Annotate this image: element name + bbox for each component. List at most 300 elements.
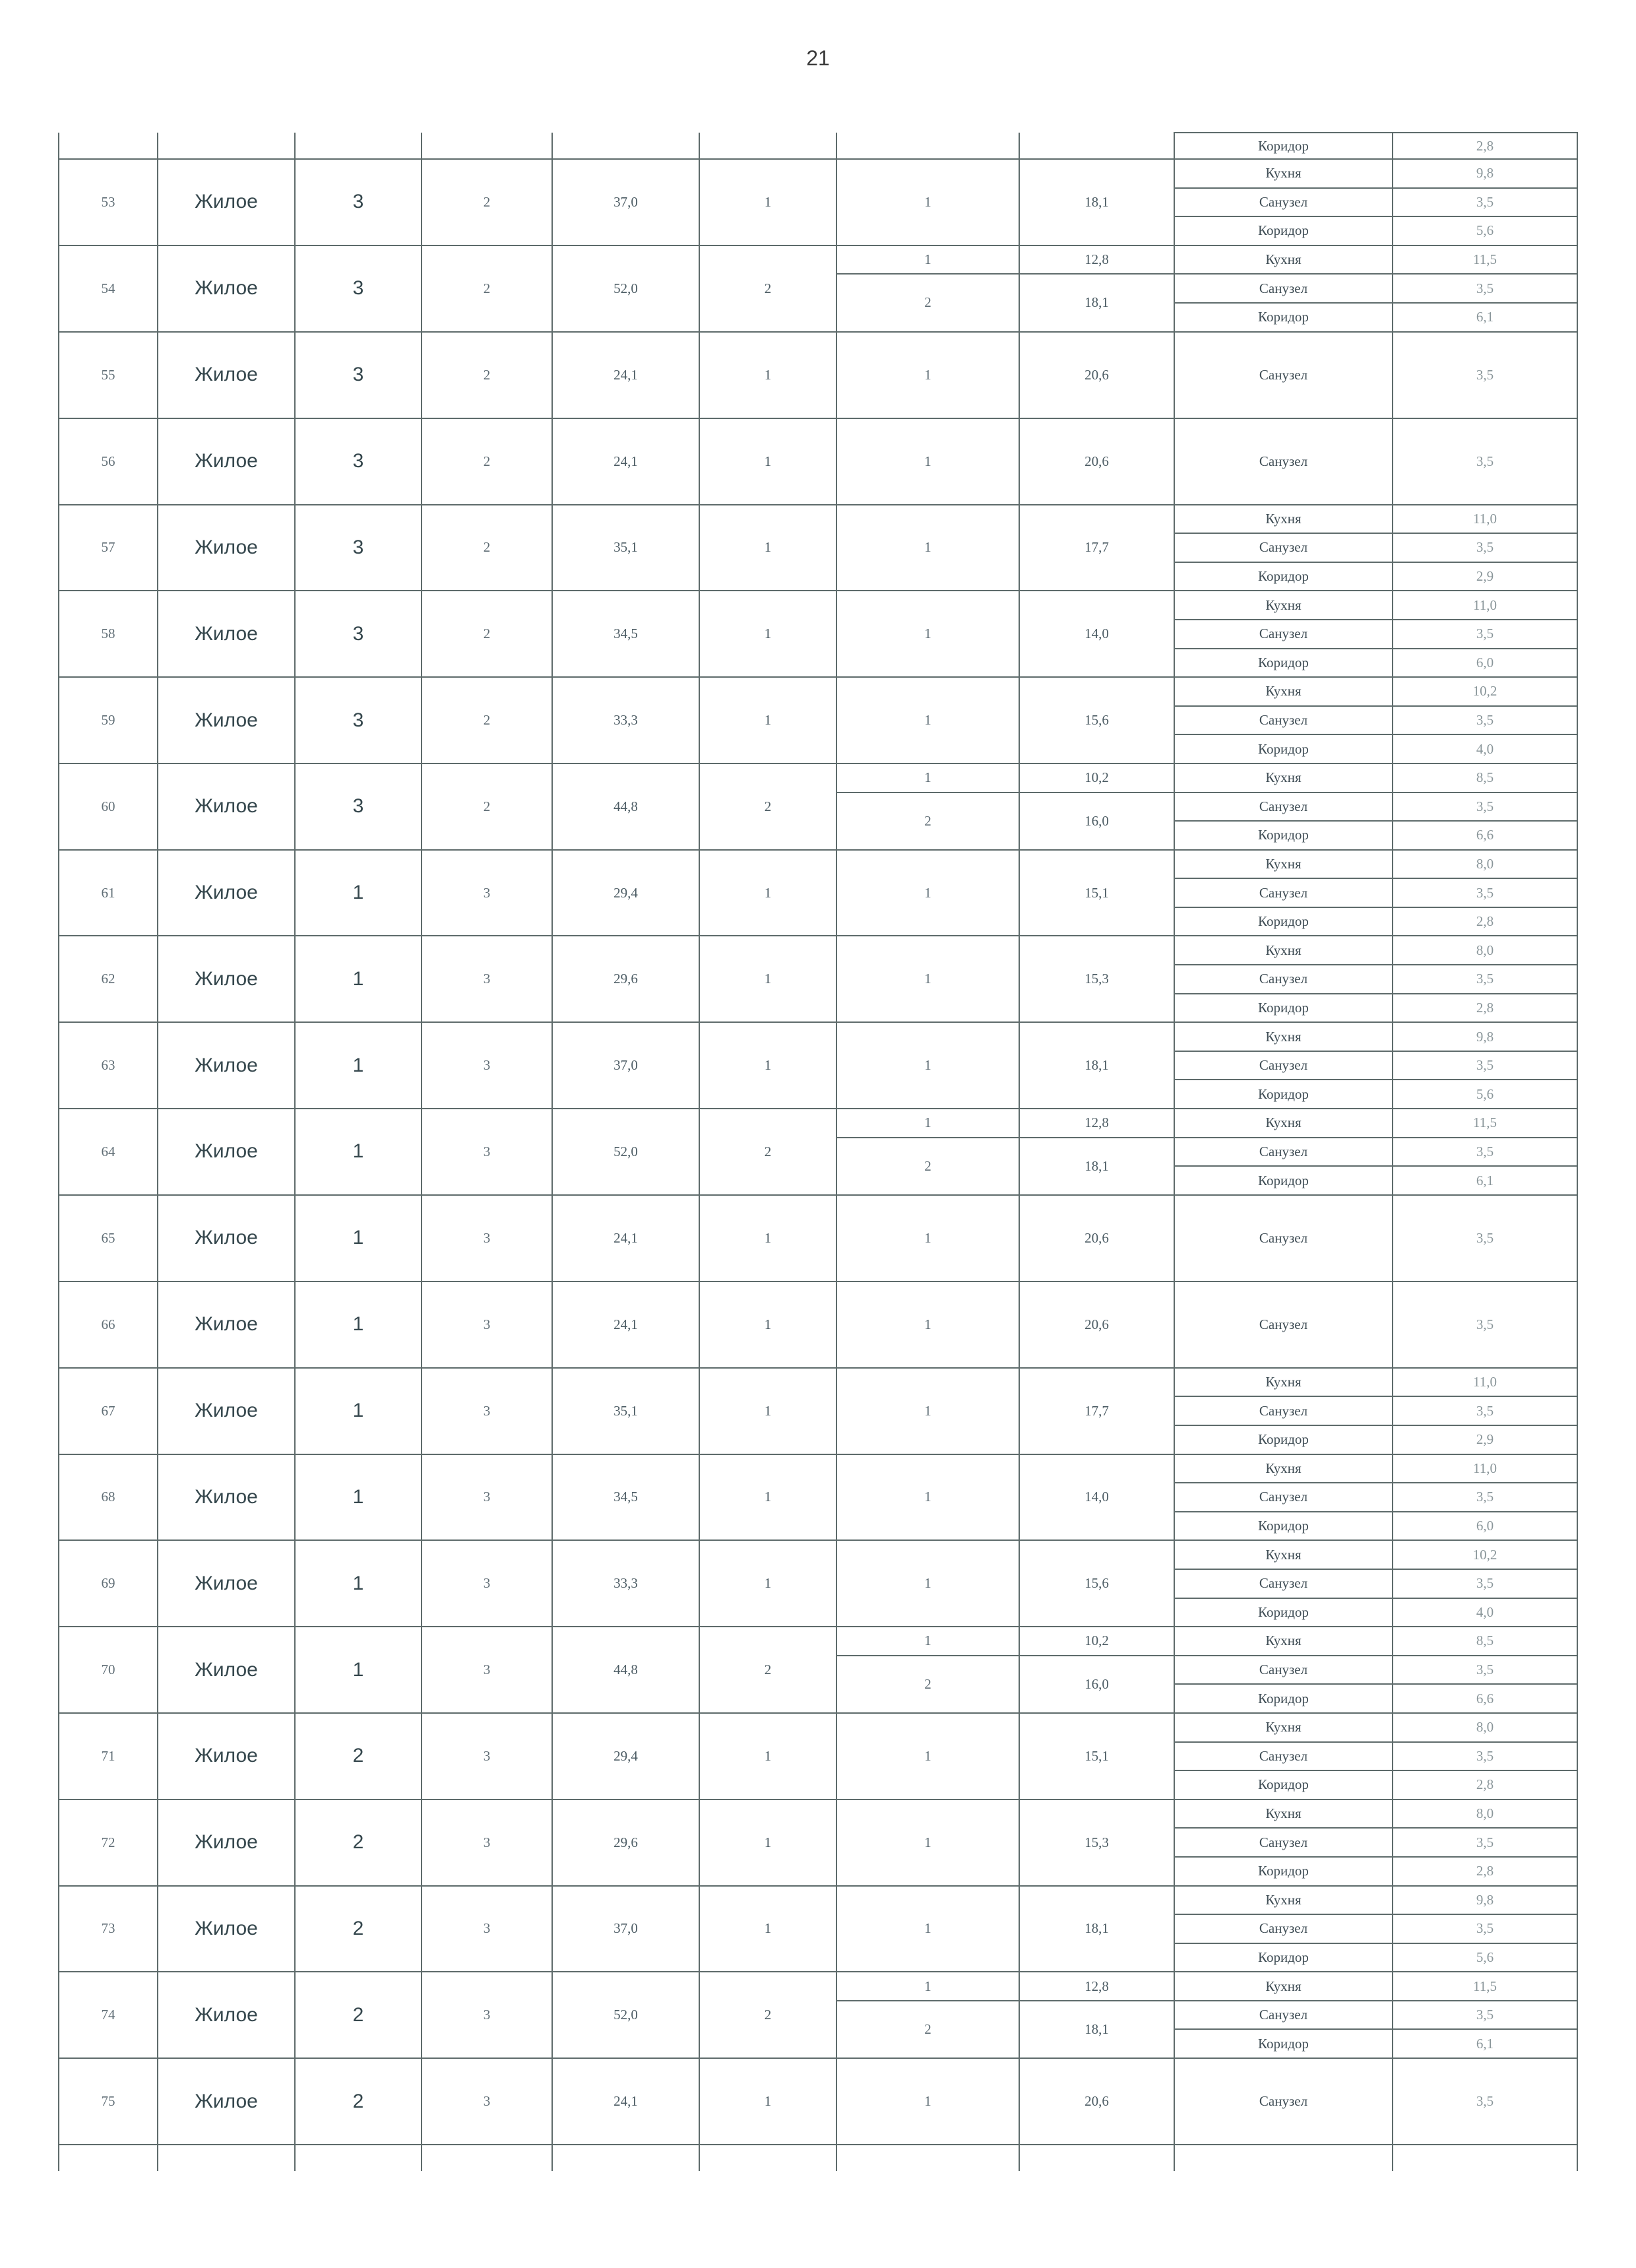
living-room-number: 1: [836, 1195, 1019, 1281]
living-room-area: 18,1: [1019, 1138, 1174, 1195]
aux-room-area: 2,9: [1393, 1425, 1577, 1454]
floor-number: 2: [422, 677, 552, 763]
floor-number: 2: [422, 591, 552, 677]
aux-room-area: 6,6: [1393, 821, 1577, 850]
section-number: 2: [295, 1799, 422, 1886]
cell-empty: [552, 133, 699, 159]
aux-room-name: Кухня: [1174, 1109, 1393, 1138]
cell-empty: [699, 2145, 836, 2171]
section-number: 2: [295, 1713, 422, 1799]
aux-room-name: Коридор: [1174, 1166, 1393, 1195]
living-room-number: 1: [836, 2058, 1019, 2145]
living-room-number: 1: [836, 1972, 1019, 2001]
total-area: 34,5: [552, 1454, 699, 1541]
aux-room-name: Санузел: [1174, 274, 1393, 303]
aux-room-area: 3,5: [1393, 1051, 1577, 1080]
living-room-area: 15,6: [1019, 1540, 1174, 1627]
living-room-area: 18,1: [1019, 159, 1174, 245]
aux-room-area: 3,5: [1393, 2058, 1577, 2145]
apartment-number: 54: [59, 245, 158, 332]
rooms-count: 1: [699, 1195, 836, 1281]
aux-room-area: 11,0: [1393, 591, 1577, 620]
living-room-area: 17,7: [1019, 505, 1174, 591]
aux-room-area: 3,5: [1393, 1483, 1577, 1512]
aux-room-name: Коридор: [1174, 303, 1393, 332]
living-room-area: 15,6: [1019, 677, 1174, 763]
premises-type: Жилое: [158, 850, 295, 936]
aux-room-name: Санузел: [1174, 533, 1393, 562]
aux-room-name: Коридор: [1174, 994, 1393, 1023]
premises-type: Жилое: [158, 1368, 295, 1454]
rooms-count: 1: [699, 1281, 836, 1368]
apartment-number: 67: [59, 1368, 158, 1454]
aux-room-name: Санузел: [1174, 2058, 1393, 2145]
living-room-area: 12,8: [1019, 1972, 1174, 2001]
apartment-row: [59, 1886, 1577, 1915]
aux-room-area: 10,2: [1393, 677, 1577, 706]
total-area: 52,0: [552, 245, 699, 332]
section-number: 1: [295, 1454, 422, 1541]
aux-room-name: Коридор: [1174, 1425, 1393, 1454]
floor-number: 3: [422, 936, 552, 1022]
cell-empty: [1019, 2145, 1174, 2171]
aux-room-area: 3,5: [1393, 878, 1577, 907]
cell-empty: [836, 2145, 1019, 2171]
rooms-count: 1: [699, 1713, 836, 1799]
aux-room-name: Коридор: [1174, 1598, 1393, 1627]
rooms-count: 1: [699, 1886, 836, 1972]
aux-room-area: 3,5: [1393, 1138, 1577, 1167]
aux-room-name: Кухня: [1174, 245, 1393, 275]
aux-room-name: Коридор: [1174, 216, 1393, 245]
section-number: 1: [295, 850, 422, 936]
aux-room-name: Кухня: [1174, 1627, 1393, 1656]
aux-room-name: Санузел: [1174, 878, 1393, 907]
living-room-area: 15,1: [1019, 1713, 1174, 1799]
apartment-row: [59, 1454, 1577, 1483]
rooms-count: 2: [699, 1627, 836, 1713]
rooms-count: 2: [699, 1109, 836, 1195]
section-number: 3: [295, 591, 422, 677]
floor-number: 3: [422, 2058, 552, 2145]
premises-type: Жилое: [158, 245, 295, 332]
aux-room-name: Санузел: [1174, 418, 1393, 505]
aux-room-area: 3,5: [1393, 418, 1577, 505]
apartment-number: 59: [59, 677, 158, 763]
aux-room-name: Кухня: [1174, 1972, 1393, 2001]
living-room-area: 18,1: [1019, 1886, 1174, 1972]
aux-room-name: Кухня: [1174, 763, 1393, 793]
aux-room-area: 3,5: [1393, 706, 1577, 735]
aux-room-name: Коридор: [1174, 907, 1393, 936]
aux-room-area: 8,5: [1393, 763, 1577, 793]
cell-empty: [1019, 133, 1174, 159]
total-area: 37,0: [552, 1886, 699, 1972]
apartment-row: [59, 245, 1577, 275]
aux-room-name: Санузел: [1174, 1138, 1393, 1167]
floor-number: 3: [422, 1109, 552, 1195]
apartment-row: [59, 1799, 1577, 1829]
apartment-number: 70: [59, 1627, 158, 1713]
cell-empty: [836, 133, 1019, 159]
living-room-number: 1: [836, 1713, 1019, 1799]
aux-room-area: 6,1: [1393, 303, 1577, 332]
premises-type: Жилое: [158, 418, 295, 505]
cell-empty: [59, 133, 158, 159]
total-area: 35,1: [552, 1368, 699, 1454]
apartment-number: 63: [59, 1022, 158, 1109]
living-room-number: 1: [836, 1454, 1019, 1541]
aux-room-area: 2,8: [1393, 994, 1577, 1023]
living-room-area: 10,2: [1019, 763, 1174, 793]
aux-room-area: 2,8: [1393, 133, 1577, 159]
section-number: 3: [295, 332, 422, 418]
premises-type: Жилое: [158, 505, 295, 591]
living-room-area: 20,6: [1019, 418, 1174, 505]
aux-room-name: Санузел: [1174, 1281, 1393, 1368]
aux-room-name: Кухня: [1174, 1540, 1393, 1569]
premises-type: Жилое: [158, 1281, 295, 1368]
aux-room-area: 3,5: [1393, 965, 1577, 994]
living-room-area: 12,8: [1019, 245, 1174, 275]
aux-room-area: 6,1: [1393, 1166, 1577, 1195]
aux-room-area: 3,5: [1393, 1396, 1577, 1425]
cell-empty: [1174, 2145, 1393, 2171]
total-area: 24,1: [552, 2058, 699, 2145]
total-area: 24,1: [552, 332, 699, 418]
apartment-row: [59, 936, 1577, 965]
aux-room-area: 8,0: [1393, 1799, 1577, 1829]
living-room-number: 1: [836, 591, 1019, 677]
apartment-number: 56: [59, 418, 158, 505]
aux-room-area: 11,5: [1393, 245, 1577, 275]
floor-number: 2: [422, 245, 552, 332]
aux-room-name: Коридор: [1174, 821, 1393, 850]
premises-type: Жилое: [158, 1540, 295, 1627]
aux-room-name: Кухня: [1174, 1368, 1393, 1397]
aux-room-name: Санузел: [1174, 793, 1393, 822]
rooms-count: 1: [699, 850, 836, 936]
rooms-count: 1: [699, 1540, 836, 1627]
aux-room-area: 4,0: [1393, 734, 1577, 763]
section-number: 1: [295, 936, 422, 1022]
apartment-row: [59, 1972, 1577, 2001]
aux-room-area: 2,8: [1393, 1857, 1577, 1886]
floor-number: 3: [422, 1540, 552, 1627]
rooms-count: 1: [699, 936, 836, 1022]
cell-empty: [158, 2145, 295, 2171]
living-room-area: 20,6: [1019, 1281, 1174, 1368]
aux-room-name: Коридор: [1174, 1943, 1393, 1972]
aux-room-area: 6,6: [1393, 1684, 1577, 1713]
living-room-area: 15,1: [1019, 850, 1174, 936]
continuation-row: [59, 2145, 1577, 2171]
page-number: 21: [806, 46, 830, 70]
premises-type: Жилое: [158, 1713, 295, 1799]
floor-number: 3: [422, 1886, 552, 1972]
apartment-number: 55: [59, 332, 158, 418]
apartment-number: 72: [59, 1799, 158, 1886]
floor-number: 3: [422, 1281, 552, 1368]
floor-number: 3: [422, 1627, 552, 1713]
living-room-number: 1: [836, 1627, 1019, 1656]
rooms-count: 1: [699, 418, 836, 505]
cell-empty: [158, 133, 295, 159]
premises-type: Жилое: [158, 677, 295, 763]
apartment-row: [59, 1281, 1577, 1368]
total-area: 29,6: [552, 1799, 699, 1886]
section-number: 1: [295, 1281, 422, 1368]
apartment-row: [59, 1713, 1577, 1742]
living-room-number: 1: [836, 850, 1019, 936]
section-number: 1: [295, 1627, 422, 1713]
apartment-number: 74: [59, 1972, 158, 2058]
aux-room-area: 10,2: [1393, 1540, 1577, 1569]
section-number: 2: [295, 1972, 422, 2058]
living-room-area: 18,1: [1019, 1022, 1174, 1109]
total-area: 52,0: [552, 1109, 699, 1195]
living-room-number: 1: [836, 1540, 1019, 1627]
section-number: 1: [295, 1195, 422, 1281]
rooms-count: 1: [699, 332, 836, 418]
living-room-area: 12,8: [1019, 1109, 1174, 1138]
aux-room-name: Кухня: [1174, 1886, 1393, 1915]
living-room-number: 1: [836, 936, 1019, 1022]
cell-empty: [295, 133, 422, 159]
apartment-row: [59, 2058, 1577, 2145]
living-room-area: 20,6: [1019, 2058, 1174, 2145]
floor-number: 2: [422, 418, 552, 505]
rooms-count: 1: [699, 1368, 836, 1454]
aux-room-name: Кухня: [1174, 936, 1393, 965]
cell-empty: [552, 2145, 699, 2171]
aux-room-area: 3,5: [1393, 1914, 1577, 1943]
rooms-count: 1: [699, 1022, 836, 1109]
rooms-count: 1: [699, 591, 836, 677]
aux-room-area: 2,9: [1393, 562, 1577, 591]
floor-number: 2: [422, 505, 552, 591]
aux-room-name: Санузел: [1174, 1483, 1393, 1512]
aux-room-area: 3,5: [1393, 2001, 1577, 2030]
apartment-number: 68: [59, 1454, 158, 1541]
aux-room-area: 9,8: [1393, 1022, 1577, 1051]
living-room-number: 2: [836, 2001, 1019, 2058]
total-area: 44,8: [552, 1627, 699, 1713]
premises-type: Жилое: [158, 1022, 295, 1109]
aux-room-area: 3,5: [1393, 620, 1577, 649]
living-room-number: 1: [836, 505, 1019, 591]
aux-room-area: 6,1: [1393, 2029, 1577, 2058]
section-number: 3: [295, 677, 422, 763]
section-number: 2: [295, 1886, 422, 1972]
living-room-number: 1: [836, 677, 1019, 763]
rooms-count: 1: [699, 1454, 836, 1541]
aux-room-area: 5,6: [1393, 1080, 1577, 1109]
living-room-area: 18,1: [1019, 2001, 1174, 2058]
aux-room-area: 11,0: [1393, 1368, 1577, 1397]
aux-room-name: Кухня: [1174, 1799, 1393, 1829]
cell-empty: [422, 133, 552, 159]
apartment-number: 65: [59, 1195, 158, 1281]
premises-type: Жилое: [158, 763, 295, 850]
aux-room-area: 11,5: [1393, 1972, 1577, 2001]
living-room-area: 16,0: [1019, 793, 1174, 850]
aux-room-name: Санузел: [1174, 1051, 1393, 1080]
living-room-area: 15,3: [1019, 1799, 1174, 1886]
living-room-area: 18,1: [1019, 274, 1174, 331]
apartment-row: [59, 1022, 1577, 1051]
apartment-row: [59, 1368, 1577, 1397]
living-room-number: 1: [836, 245, 1019, 275]
total-area: 24,1: [552, 418, 699, 505]
rooms-count: 1: [699, 2058, 836, 2145]
aux-room-name: Коридор: [1174, 133, 1393, 159]
aux-room-name: Кухня: [1174, 1454, 1393, 1483]
living-room-area: 16,0: [1019, 1656, 1174, 1713]
aux-room-name: Санузел: [1174, 1195, 1393, 1281]
aux-room-area: 11,0: [1393, 1454, 1577, 1483]
apartment-row: [59, 850, 1577, 879]
total-area: 37,0: [552, 159, 699, 245]
living-room-number: 1: [836, 1886, 1019, 1972]
aux-room-name: Кухня: [1174, 1022, 1393, 1051]
continuation-row: [59, 133, 1577, 159]
aux-room-area: 6,0: [1393, 649, 1577, 678]
floor-number: 3: [422, 1195, 552, 1281]
section-number: 3: [295, 418, 422, 505]
section-number: 3: [295, 245, 422, 332]
section-number: 3: [295, 763, 422, 850]
apartments-table: [58, 132, 1578, 2171]
total-area: 33,3: [552, 677, 699, 763]
living-room-number: 1: [836, 1368, 1019, 1454]
living-room-area: 20,6: [1019, 1195, 1174, 1281]
aux-room-area: 11,5: [1393, 1109, 1577, 1138]
aux-room-area: 3,5: [1393, 1195, 1577, 1281]
apartment-number: 57: [59, 505, 158, 591]
floor-number: 3: [422, 1368, 552, 1454]
premises-type: Жилое: [158, 1195, 295, 1281]
aux-room-name: Санузел: [1174, 332, 1393, 418]
aux-room-name: Санузел: [1174, 706, 1393, 735]
aux-room-area: 4,0: [1393, 1598, 1577, 1627]
total-area: 44,8: [552, 763, 699, 850]
aux-room-area: 9,8: [1393, 1886, 1577, 1915]
premises-type: Жилое: [158, 2058, 295, 2145]
premises-type: Жилое: [158, 1799, 295, 1886]
apartment-row: [59, 1627, 1577, 1656]
aux-room-area: 6,0: [1393, 1512, 1577, 1541]
aux-room-name: Санузел: [1174, 1828, 1393, 1857]
rooms-count: 2: [699, 245, 836, 332]
total-area: 35,1: [552, 505, 699, 591]
aux-room-name: Санузел: [1174, 2001, 1393, 2030]
apartment-row: [59, 505, 1577, 534]
aux-room-name: Санузел: [1174, 1396, 1393, 1425]
living-room-area: 17,7: [1019, 1368, 1174, 1454]
apartment-number: 69: [59, 1540, 158, 1627]
apartment-number: 75: [59, 2058, 158, 2145]
section-number: 1: [295, 1022, 422, 1109]
apartment-number: 73: [59, 1886, 158, 1972]
apartment-number: 53: [59, 159, 158, 245]
aux-room-name: Санузел: [1174, 965, 1393, 994]
table-body: [59, 133, 1577, 2171]
premises-type: Жилое: [158, 1972, 295, 2058]
aux-room-name: Коридор: [1174, 1770, 1393, 1799]
aux-room-name: Санузел: [1174, 620, 1393, 649]
apartment-number: 71: [59, 1713, 158, 1799]
section-number: 3: [295, 505, 422, 591]
aux-room-name: Кухня: [1174, 677, 1393, 706]
aux-room-area: 3,5: [1393, 1742, 1577, 1771]
aux-room-name: Санузел: [1174, 1742, 1393, 1771]
apartment-row: [59, 677, 1577, 706]
apartment-number: 66: [59, 1281, 158, 1368]
living-room-number: 1: [836, 1799, 1019, 1886]
aux-room-area: 5,6: [1393, 1943, 1577, 1972]
aux-room-area: 3,5: [1393, 332, 1577, 418]
living-room-number: 1: [836, 1022, 1019, 1109]
aux-room-area: 5,6: [1393, 216, 1577, 245]
total-area: 33,3: [552, 1540, 699, 1627]
living-room-number: 2: [836, 793, 1019, 850]
living-room-area: 15,3: [1019, 936, 1174, 1022]
cell-empty: [1393, 2145, 1577, 2171]
aux-room-name: Коридор: [1174, 562, 1393, 591]
living-room-number: 1: [836, 418, 1019, 505]
apartment-number: 58: [59, 591, 158, 677]
total-area: 37,0: [552, 1022, 699, 1109]
premises-type: Жилое: [158, 332, 295, 418]
aux-room-name: Коридор: [1174, 1080, 1393, 1109]
aux-room-name: Санузел: [1174, 1914, 1393, 1943]
aux-room-area: 3,5: [1393, 533, 1577, 562]
apartment-number: 62: [59, 936, 158, 1022]
floor-number: 2: [422, 159, 552, 245]
apartment-row: [59, 1109, 1577, 1138]
aux-room-name: Санузел: [1174, 1656, 1393, 1685]
floor-number: 3: [422, 1713, 552, 1799]
living-room-number: 1: [836, 1281, 1019, 1368]
aux-room-area: 9,8: [1393, 159, 1577, 188]
aux-room-area: 11,0: [1393, 505, 1577, 534]
aux-room-name: Кухня: [1174, 159, 1393, 188]
aux-room-name: Кухня: [1174, 505, 1393, 534]
floor-number: 3: [422, 1454, 552, 1541]
aux-room-name: Коридор: [1174, 2029, 1393, 2058]
living-room-area: 10,2: [1019, 1627, 1174, 1656]
aux-room-area: 8,0: [1393, 936, 1577, 965]
aux-room-name: Коридор: [1174, 1684, 1393, 1713]
living-room-number: 2: [836, 1656, 1019, 1713]
cell-empty: [59, 2145, 158, 2171]
rooms-count: 2: [699, 1972, 836, 2058]
living-room-number: 2: [836, 1138, 1019, 1195]
apartment-row: [59, 1195, 1577, 1281]
aux-room-name: Санузел: [1174, 1569, 1393, 1598]
aux-room-area: 8,0: [1393, 850, 1577, 879]
aux-room-area: 3,5: [1393, 1281, 1577, 1368]
aux-room-name: Кухня: [1174, 1713, 1393, 1742]
section-number: 3: [295, 159, 422, 245]
premises-type: Жилое: [158, 1627, 295, 1713]
living-room-number: 2: [836, 274, 1019, 331]
premises-type: Жилое: [158, 1109, 295, 1195]
cell-empty: [295, 2145, 422, 2171]
aux-room-name: Коридор: [1174, 649, 1393, 678]
total-area: 29,4: [552, 850, 699, 936]
